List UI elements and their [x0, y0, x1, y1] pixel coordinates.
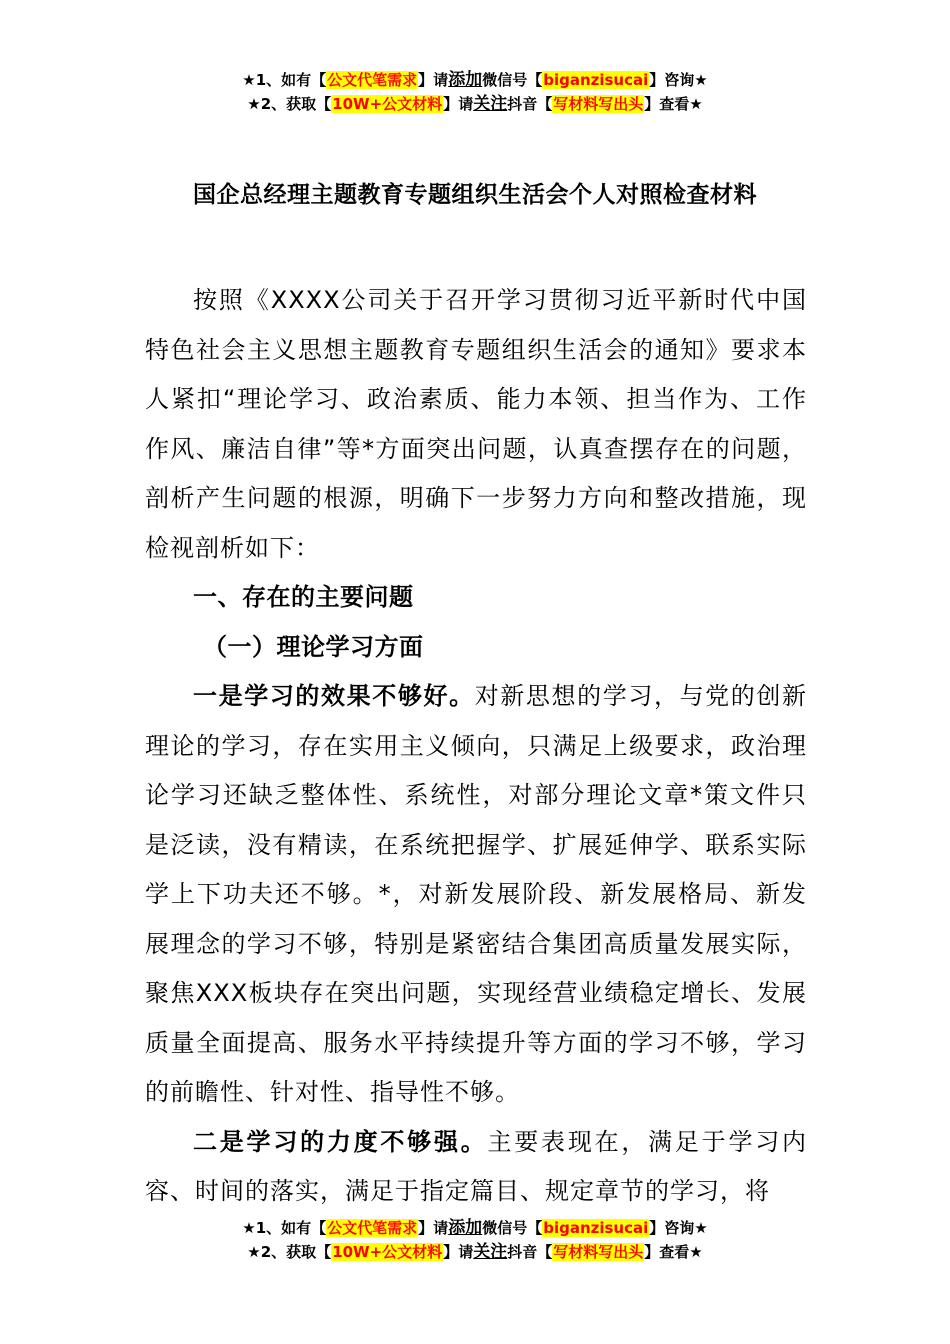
banner-text: 】请	[418, 1219, 449, 1237]
banner-text: ★1、如有【	[242, 71, 327, 89]
banner-text: 】查看★	[644, 1243, 703, 1261]
banner-text: 抖音【	[507, 95, 553, 113]
banner-line-2	[0, 92, 950, 116]
banner-text: 】查看★	[644, 95, 703, 113]
document-body	[145, 276, 807, 1217]
banner-highlight: 公文代笔需求	[327, 71, 418, 89]
intro-paragraph: 按照《XXXX公司关于召开学习贯彻习近平新时代中国特色社会主义思想主题教育专题组织生活会的通知》要求本人紧扣“理论学习、政治素质、能力本领、担当作为、工作作风、廉洁自律”等*方面突出问题，认真查摆存在的问题，剖析产生问题的根源，明确下一步努力方向和整改措施，现检视剖析如下：	[145, 286, 807, 562]
banner-line-2	[0, 1240, 950, 1264]
document-title: 国企总经理主题教育专题组织生活会个人对照检查材料	[193, 182, 757, 208]
banner-text: 微信号【	[482, 1219, 543, 1237]
point-2-text: 主要表现在，满足于学习内容、时间的落实，满足于指定篇目、规定章节的学习，将	[145, 1127, 807, 1205]
banner-highlight: biganzisucai	[543, 71, 649, 89]
banner-text: 】请	[418, 71, 449, 89]
banner-highlight: 写材料写出头	[553, 95, 644, 113]
point-1-paragraph	[145, 672, 807, 1118]
banner-text: ★1、如有【	[242, 1219, 327, 1237]
subsection-heading: （一）理论学习方面	[203, 632, 424, 661]
banner-underline: 关注	[473, 1242, 508, 1262]
point-2-paragraph	[145, 1118, 807, 1217]
banner-underline: 添加	[448, 1218, 483, 1238]
banner-text: 微信号【	[482, 71, 543, 89]
banner-highlight: 10W+公文材料	[332, 1243, 443, 1261]
banner-highlight: 10W+公文材料	[332, 95, 443, 113]
point-1-text: 对新思想的学习，与党的创新理论的学习，存在实用主义倾向，只满足上级要求，政治理论学习还缺乏整体性、系统性，对部分理论文章*策文件只是泛读，没有精读，在系统把握学、扩展延伸学、联系实际学上下功夫还不够。*，对新发展阶段、新发展格局、新发展理念的学习不够，特别是紧密结合集团高质量发展实际，聚焦XXX板块存在突出问题，实现经营业绩稳定增长、发展质量全面提高、服务水平持续提升等方面的学习不够，学习的前瞻性、针对性、指导性不够。	[145, 682, 808, 1106]
banner-text: 抖音【	[507, 1243, 553, 1261]
point-2-lead: 二是学习的力度不够强。	[193, 1127, 488, 1156]
section-heading: 一、存在的主要问题	[193, 583, 414, 611]
footer-banner	[0, 1216, 950, 1264]
banner-text: ★2、获取【	[247, 1243, 332, 1261]
banner-text: 】咨询★	[649, 1219, 708, 1237]
banner-underline: 添加	[448, 70, 483, 90]
banner-highlight: 公文代笔需求	[327, 1219, 418, 1237]
banner-text: ★2、获取【	[247, 95, 332, 113]
banner-line-1	[0, 1216, 950, 1240]
banner-underline: 关注	[473, 94, 508, 114]
banner-highlight: 写材料写出头	[553, 1243, 644, 1261]
point-1-lead: 一是学习的效果不够好。	[193, 682, 475, 710]
banner-text: 】咨询★	[649, 71, 708, 89]
banner-line-1	[0, 68, 950, 92]
header-banner	[0, 68, 950, 116]
banner-text: 】请	[443, 1243, 474, 1261]
banner-text: 】请	[443, 95, 474, 113]
banner-highlight: biganzisucai	[543, 1219, 649, 1237]
